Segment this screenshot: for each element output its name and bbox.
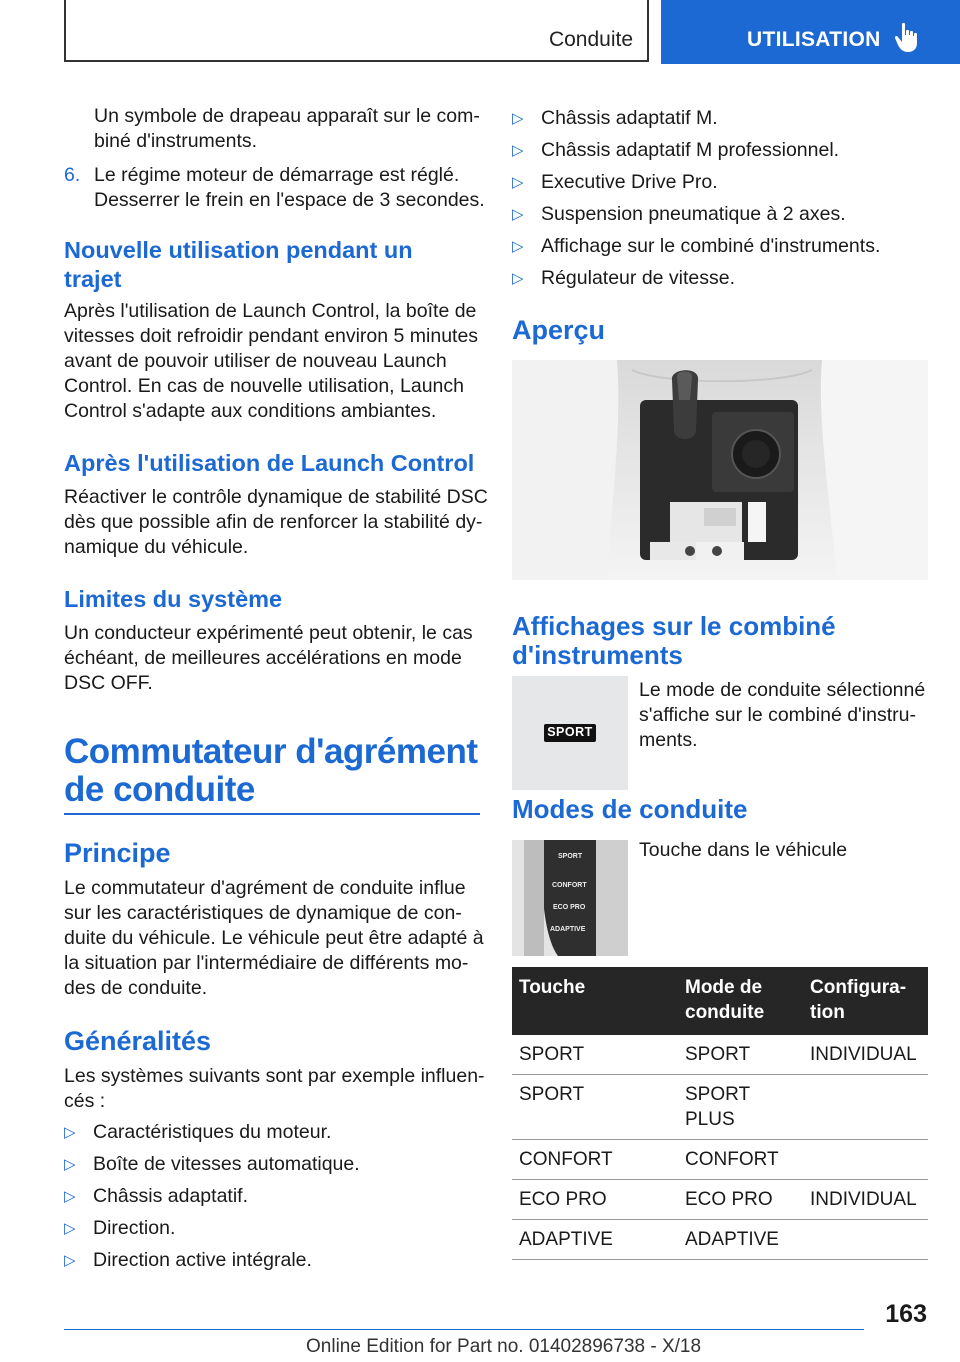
table-cell: SPORT PLUS [678,1075,803,1140]
reuse-line-3: avant de pouvoir utiliser de nouveau Launch [64,350,447,372]
header-chapter-tab [661,0,960,64]
table-row [512,1220,928,1260]
table-cell: SPORT [678,1035,803,1075]
header-section-title: Conduite [548,28,633,51]
general-line-1: Les systèmes suivants sont par exemple influen- [64,1065,485,1087]
intro-line-2: biné d'instruments. [94,130,258,152]
table-header-row [512,967,928,1035]
footer-edition: Online Edition for Part no. 01402896738 - X/18 [306,1336,702,1357]
switch-label: ECO PRO [553,904,586,911]
table-cell [803,1140,928,1180]
general-line-2: cés : [64,1090,106,1112]
intro-line-1: Un symbole de drapeau apparaît sur le com- [94,105,480,127]
header-section-box [64,0,649,62]
table-cell: CONFORT [678,1140,803,1180]
triangle-bullet-icon: ▷ [64,1188,76,1205]
reuse-line-2: vitesses doit refroidir pendant environ 5 minutes [64,325,479,347]
reuse-line-4: Control. En cas de nouvelle utilisation, Launch [64,375,464,397]
principle-line-5: des de conduite. [64,977,208,999]
step-line-2: Desserrer le frein en l'espace de 3 secondes. [94,189,485,211]
switch-label: CONFORT [552,882,587,889]
limits-line-3: DSC OFF. [64,672,153,694]
table-row [512,1035,928,1075]
table-cell: INDIVIDUAL [803,1035,928,1075]
table-header-config: Configura- tion [803,967,928,1035]
limits-line-1: Un conducteur expérimenté peut obtenir, le cas [64,622,473,644]
table-cell: INDIVIDUAL [803,1180,928,1220]
header-chapter-title: UTILISATION [747,28,881,51]
chapter-title-line-2: de conduite [64,770,255,809]
triangle-bullet-icon: ▷ [64,1220,76,1237]
sport-badge-label: SPORT [547,725,593,739]
table-cell: SPORT [512,1075,678,1140]
reuse-line-5: Control s'adapte aux conditions ambiantes. [64,400,437,422]
heading-general: Généralités [64,1026,212,1056]
limits-line-2: échéant, de meilleures accélérations en mode [64,647,462,669]
center-console-illustration [512,360,928,580]
heading-limits: Limites du système [64,586,283,612]
step-number: 6. [64,164,81,186]
table-cell [803,1075,928,1140]
after-line-1: Réactiver le contrôle dynamique de stabilité DSC [64,486,488,508]
heading-reuse-line-2: trajet [64,266,122,292]
footer-rule [64,1329,864,1330]
principle-line-1: Le commutateur d'agrément de conduite influe [64,877,466,899]
heading-principle: Principe [64,838,171,868]
hand-pointer-icon [893,22,921,54]
modes-caption: Touche dans le véhicule [639,839,848,861]
reuse-line-1: Après l'utilisation de Launch Control, la boîte de [64,300,477,322]
triangle-bullet-icon: ▷ [512,142,524,159]
table-cell: ECO PRO [512,1180,678,1220]
principle-line-2: sur les caractéristiques de dynamique de con- [64,902,462,924]
cluster-display-image [512,676,628,790]
triangle-bullet-icon: ▷ [512,270,524,287]
center-console-photo [512,360,928,580]
chapter-title-line-1: Commutateur d'agrément [64,732,478,771]
heading-overview: Aperçu [512,315,606,345]
triangle-bullet-icon: ▷ [512,174,524,191]
display-line-2: s'affiche sur le combiné d'instru- [639,704,916,726]
step-line-1: Le régime moteur de démarrage est réglé. [94,164,460,186]
mode-switch-image [512,840,628,956]
table-cell: ECO PRO [678,1180,803,1220]
sport-badge [544,724,596,742]
chapter-title-rule [64,813,480,815]
table-header-mode: Mode de conduite [678,967,803,1035]
display-line-3: ments. [639,729,698,751]
table-row [512,1140,928,1180]
heading-display-line-2: d'instruments [512,640,683,670]
table-header-touche: Touche [512,967,678,1035]
table-cell: SPORT [512,1035,678,1075]
driving-modes-table [512,967,928,1260]
after-line-2: dès que possible afin de renforcer la stabilité dy- [64,511,483,533]
principle-line-4: la situation par l'intermédiaire de différents mo- [64,952,469,974]
principle-line-3: duite du véhicule. Le véhicule peut être adapté à [64,927,484,949]
heading-modes: Modes de conduite [512,794,748,824]
triangle-bullet-icon: ▷ [64,1124,76,1141]
table-cell: ADAPTIVE [678,1220,803,1260]
table-cell [803,1220,928,1260]
triangle-bullet-icon: ▷ [64,1252,76,1269]
table-row [512,1180,928,1220]
switch-label: ADAPTIVE [550,926,586,933]
heading-display-line-1: Affichages sur le combiné [512,611,836,641]
heading-after-launch: Après l'utilisation de Launch Control [64,450,475,476]
table-row [512,1075,928,1140]
after-line-3: namique du véhicule. [64,536,249,558]
triangle-bullet-icon: ▷ [512,110,524,127]
triangle-bullet-icon: ▷ [512,206,524,223]
triangle-bullet-icon: ▷ [64,1156,76,1173]
page-number: 163 [885,1300,927,1328]
table-cell: ADAPTIVE [512,1220,678,1260]
table-cell: CONFORT [512,1140,678,1180]
display-line-1: Le mode de conduite sélectionné [639,679,926,701]
switch-label: SPORT [558,853,583,860]
heading-reuse-line-1: Nouvelle utilisation pendant un [64,237,413,263]
triangle-bullet-icon: ▷ [512,238,524,255]
